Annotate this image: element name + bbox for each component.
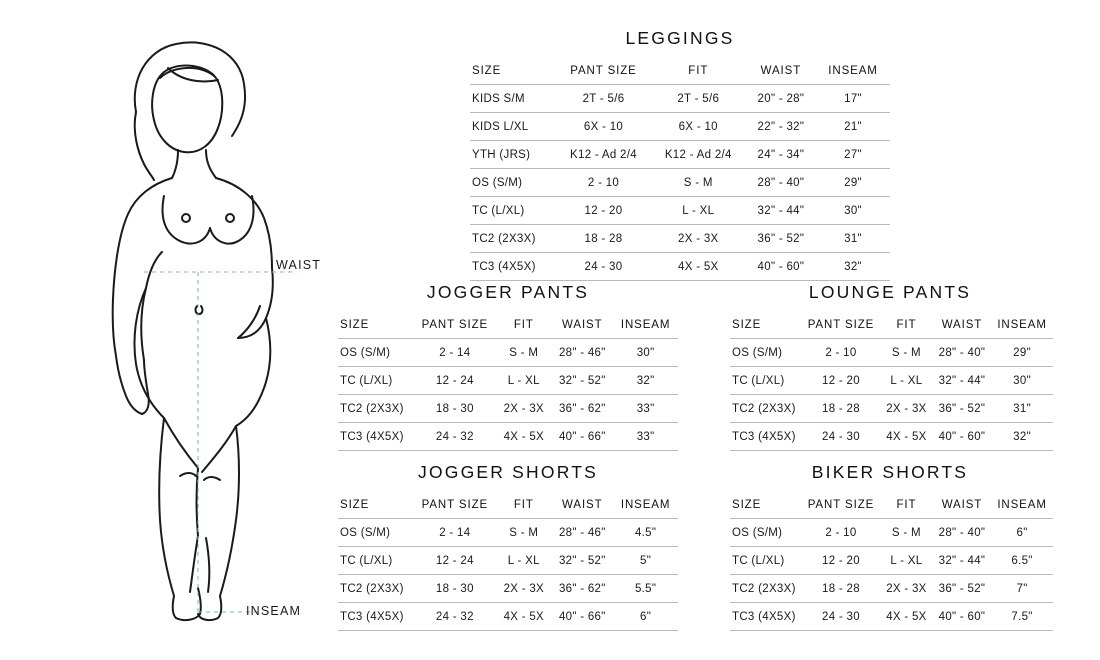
cell-inseam: 6.5" bbox=[991, 547, 1053, 575]
cell-size: OS (S/M) bbox=[338, 339, 414, 367]
table-row bbox=[730, 423, 1053, 451]
cell-pant-size: 12 - 20 bbox=[556, 197, 651, 225]
column-header-waist: WAIST bbox=[562, 499, 603, 511]
table-header-row bbox=[730, 319, 1053, 339]
cell-fit: L - XL bbox=[496, 547, 551, 575]
cell-inseam: 5" bbox=[613, 547, 678, 575]
size-table bbox=[730, 319, 1053, 451]
cell-pant-size: K12 - Ad 2/4 bbox=[556, 141, 651, 169]
cell-waist: 36" - 62" bbox=[551, 395, 613, 423]
cell-pant-size: 24 - 32 bbox=[414, 423, 497, 451]
table-row bbox=[730, 395, 1053, 423]
table-row bbox=[338, 339, 678, 367]
cell-inseam: 33" bbox=[613, 423, 678, 451]
female-body-outline-svg bbox=[60, 20, 320, 640]
cell-fit: 2X - 3X bbox=[496, 575, 551, 603]
column-header-fit: FIT bbox=[896, 319, 917, 331]
table-row bbox=[470, 141, 890, 169]
cell-inseam: 32" bbox=[816, 253, 890, 281]
cell-waist: 36" - 62" bbox=[551, 575, 613, 603]
cell-size: YTH (JRS) bbox=[470, 141, 556, 169]
cell-waist: 22" - 32" bbox=[746, 113, 816, 141]
cell-waist: 24" - 34" bbox=[746, 141, 816, 169]
cell-size: TC2 (2X3X) bbox=[730, 395, 802, 423]
column-header-pant-size: PANT SIZE bbox=[421, 319, 489, 331]
column-header-size: SIZE bbox=[340, 319, 370, 331]
cell-size: TC3 (4X5X) bbox=[730, 423, 802, 451]
column-header-size: SIZE bbox=[472, 65, 502, 77]
cell-fit: L - XL bbox=[651, 197, 746, 225]
cell-size: OS (S/M) bbox=[470, 169, 556, 197]
table-row bbox=[470, 197, 890, 225]
cell-waist: 28" - 40" bbox=[746, 169, 816, 197]
table-row bbox=[338, 395, 678, 423]
cell-size: TC (L/XL) bbox=[338, 547, 414, 575]
table-row bbox=[470, 113, 890, 141]
size-table bbox=[338, 319, 678, 451]
cell-fit: K12 - Ad 2/4 bbox=[651, 141, 746, 169]
column-header-pant-size: PANT SIZE bbox=[807, 319, 875, 331]
size-chart-lounge-pants bbox=[730, 282, 1050, 451]
cell-pant-size: 12 - 20 bbox=[802, 367, 880, 395]
table-header-row bbox=[470, 65, 890, 85]
table-header-row bbox=[730, 499, 1053, 519]
cell-fit: 4X - 5X bbox=[496, 423, 551, 451]
column-header-fit: FIT bbox=[896, 499, 917, 511]
column-header-inseam: INSEAM bbox=[828, 65, 878, 77]
cell-inseam: 5.5" bbox=[613, 575, 678, 603]
cell-waist: 36" - 52" bbox=[933, 575, 992, 603]
column-header-fit: FIT bbox=[688, 65, 709, 77]
cell-pant-size: 12 - 24 bbox=[414, 367, 497, 395]
cell-pant-size: 6X - 10 bbox=[556, 113, 651, 141]
cell-inseam: 29" bbox=[991, 339, 1053, 367]
size-table bbox=[730, 499, 1053, 631]
cell-size: TC2 (2X3X) bbox=[730, 575, 802, 603]
cell-size: OS (S/M) bbox=[730, 519, 802, 547]
cell-waist: 32" - 44" bbox=[933, 547, 992, 575]
size-chart-jogger-shorts bbox=[338, 462, 678, 631]
cell-waist: 40" - 60" bbox=[933, 603, 992, 631]
table-header-row bbox=[338, 499, 678, 519]
cell-pant-size: 2 - 10 bbox=[556, 169, 651, 197]
cell-pant-size: 12 - 24 bbox=[414, 547, 497, 575]
chart-title: LOUNGE PANTS bbox=[808, 282, 972, 302]
cell-size: TC (L/XL) bbox=[470, 197, 556, 225]
chart-title: LEGGINGS bbox=[625, 28, 735, 48]
cell-inseam: 6" bbox=[613, 603, 678, 631]
cell-inseam: 32" bbox=[991, 423, 1053, 451]
column-header-pant-size: PANT SIZE bbox=[807, 499, 875, 511]
cell-size: TC2 (2X3X) bbox=[470, 225, 556, 253]
cell-waist: 28" - 40" bbox=[933, 339, 992, 367]
cell-inseam: 31" bbox=[991, 395, 1053, 423]
table-header-row bbox=[338, 319, 678, 339]
table-row bbox=[338, 423, 678, 451]
cell-pant-size: 12 - 20 bbox=[802, 547, 880, 575]
cell-fit: 4X - 5X bbox=[496, 603, 551, 631]
table-row bbox=[470, 253, 890, 281]
cell-waist: 36" - 52" bbox=[933, 395, 992, 423]
column-header-size: SIZE bbox=[340, 499, 370, 511]
column-header-inseam: INSEAM bbox=[997, 499, 1047, 511]
column-header-fit: FIT bbox=[513, 499, 534, 511]
cell-waist: 40" - 66" bbox=[551, 423, 613, 451]
cell-waist: 20" - 28" bbox=[746, 85, 816, 113]
cell-size: OS (S/M) bbox=[730, 339, 802, 367]
cell-pant-size: 18 - 30 bbox=[414, 575, 497, 603]
cell-waist: 36" - 52" bbox=[746, 225, 816, 253]
column-header-waist: WAIST bbox=[941, 319, 983, 331]
column-header-inseam: INSEAM bbox=[620, 499, 671, 511]
cell-inseam: 6" bbox=[991, 519, 1053, 547]
table-row bbox=[338, 519, 678, 547]
cell-size: KIDS L/XL bbox=[470, 113, 556, 141]
cell-fit: L - XL bbox=[496, 367, 551, 395]
cell-waist: 28" - 46" bbox=[551, 519, 613, 547]
cell-pant-size: 18 - 30 bbox=[414, 395, 497, 423]
table-row bbox=[470, 85, 890, 113]
cell-fit: 2X - 3X bbox=[880, 575, 932, 603]
column-header-waist: WAIST bbox=[941, 499, 983, 511]
cell-fit: 4X - 5X bbox=[880, 603, 932, 631]
cell-size: TC2 (2X3X) bbox=[338, 395, 414, 423]
cell-waist: 40" - 60" bbox=[746, 253, 816, 281]
cell-inseam: 30" bbox=[613, 339, 678, 367]
table-row bbox=[730, 547, 1053, 575]
cell-pant-size: 2 - 10 bbox=[802, 519, 880, 547]
size-table bbox=[470, 65, 890, 281]
inseam-measure-label: INSEAM bbox=[246, 604, 302, 618]
chart-title: JOGGER SHORTS bbox=[418, 462, 598, 482]
size-table bbox=[338, 499, 678, 631]
cell-size: TC2 (2X3X) bbox=[338, 575, 414, 603]
cell-fit: 6X - 10 bbox=[651, 113, 746, 141]
cell-inseam: 4.5" bbox=[613, 519, 678, 547]
cell-inseam: 29" bbox=[816, 169, 890, 197]
column-header-size: SIZE bbox=[732, 499, 762, 511]
cell-size: TC (L/XL) bbox=[730, 367, 802, 395]
cell-fit: L - XL bbox=[880, 367, 932, 395]
column-header-waist: WAIST bbox=[562, 319, 603, 331]
cell-fit: S - M bbox=[880, 339, 932, 367]
cell-inseam: 7.5" bbox=[991, 603, 1053, 631]
table-row bbox=[338, 367, 678, 395]
column-header-inseam: INSEAM bbox=[620, 319, 671, 331]
cell-size: TC (L/XL) bbox=[730, 547, 802, 575]
table-row bbox=[730, 367, 1053, 395]
table-row bbox=[338, 575, 678, 603]
waist-measure-label: WAIST bbox=[276, 258, 322, 272]
cell-fit: L - XL bbox=[880, 547, 932, 575]
cell-pant-size: 2 - 14 bbox=[414, 519, 497, 547]
cell-waist: 40" - 66" bbox=[551, 603, 613, 631]
cell-waist: 40" - 60" bbox=[933, 423, 992, 451]
cell-size: TC3 (4X5X) bbox=[730, 603, 802, 631]
cell-fit: S - M bbox=[496, 519, 551, 547]
cell-inseam: 27" bbox=[816, 141, 890, 169]
cell-fit: S - M bbox=[496, 339, 551, 367]
cell-fit: 2X - 3X bbox=[496, 395, 551, 423]
cell-size: TC3 (4X5X) bbox=[338, 423, 414, 451]
cell-inseam: 33" bbox=[613, 395, 678, 423]
cell-pant-size: 24 - 30 bbox=[556, 253, 651, 281]
cell-pant-size: 24 - 30 bbox=[802, 603, 880, 631]
cell-fit: 2X - 3X bbox=[651, 225, 746, 253]
cell-inseam: 30" bbox=[816, 197, 890, 225]
column-header-pant-size: PANT SIZE bbox=[421, 499, 489, 511]
column-header-waist: WAIST bbox=[760, 65, 802, 77]
table-row bbox=[730, 575, 1053, 603]
table-row bbox=[470, 169, 890, 197]
table-row bbox=[338, 547, 678, 575]
cell-fit: 2X - 3X bbox=[880, 395, 932, 423]
size-chart-biker-shorts bbox=[730, 462, 1050, 631]
cell-inseam: 17" bbox=[816, 85, 890, 113]
table-row bbox=[470, 225, 890, 253]
cell-waist: 28" - 40" bbox=[933, 519, 992, 547]
size-chart-jogger-pants bbox=[338, 282, 678, 451]
size-chart-leggings bbox=[470, 28, 890, 281]
column-header-inseam: INSEAM bbox=[997, 319, 1047, 331]
cell-inseam: 31" bbox=[816, 225, 890, 253]
table-row bbox=[338, 603, 678, 631]
cell-fit: 4X - 5X bbox=[651, 253, 746, 281]
cell-size: TC3 (4X5X) bbox=[470, 253, 556, 281]
cell-fit: S - M bbox=[651, 169, 746, 197]
cell-inseam: 7" bbox=[991, 575, 1053, 603]
cell-pant-size: 18 - 28 bbox=[802, 575, 880, 603]
chart-title: JOGGER PANTS bbox=[426, 282, 590, 302]
body-figure-illustration bbox=[0, 0, 360, 660]
column-header-pant-size: PANT SIZE bbox=[570, 65, 637, 77]
cell-inseam: 21" bbox=[816, 113, 890, 141]
table-row bbox=[730, 603, 1053, 631]
cell-size: OS (S/M) bbox=[338, 519, 414, 547]
cell-size: TC3 (4X5X) bbox=[338, 603, 414, 631]
cell-pant-size: 18 - 28 bbox=[556, 225, 651, 253]
cell-pant-size: 18 - 28 bbox=[802, 395, 880, 423]
cell-pant-size: 24 - 30 bbox=[802, 423, 880, 451]
cell-size: TC (L/XL) bbox=[338, 367, 414, 395]
cell-waist: 32" - 44" bbox=[933, 367, 992, 395]
cell-pant-size: 24 - 32 bbox=[414, 603, 497, 631]
cell-waist: 32" - 52" bbox=[551, 547, 613, 575]
cell-pant-size: 2 - 14 bbox=[414, 339, 497, 367]
cell-pant-size: 2 - 10 bbox=[802, 339, 880, 367]
cell-waist: 32" - 44" bbox=[746, 197, 816, 225]
column-header-fit: FIT bbox=[513, 319, 534, 331]
cell-pant-size: 2T - 5/6 bbox=[556, 85, 651, 113]
table-row bbox=[730, 339, 1053, 367]
cell-size: KIDS S/M bbox=[470, 85, 556, 113]
table-row bbox=[730, 519, 1053, 547]
cell-waist: 32" - 52" bbox=[551, 367, 613, 395]
cell-inseam: 30" bbox=[991, 367, 1053, 395]
cell-fit: 4X - 5X bbox=[880, 423, 932, 451]
column-header-size: SIZE bbox=[732, 319, 762, 331]
chart-title: BIKER SHORTS bbox=[811, 462, 969, 482]
cell-fit: S - M bbox=[880, 519, 932, 547]
cell-inseam: 32" bbox=[613, 367, 678, 395]
cell-waist: 28" - 46" bbox=[551, 339, 613, 367]
cell-fit: 2T - 5/6 bbox=[651, 85, 746, 113]
